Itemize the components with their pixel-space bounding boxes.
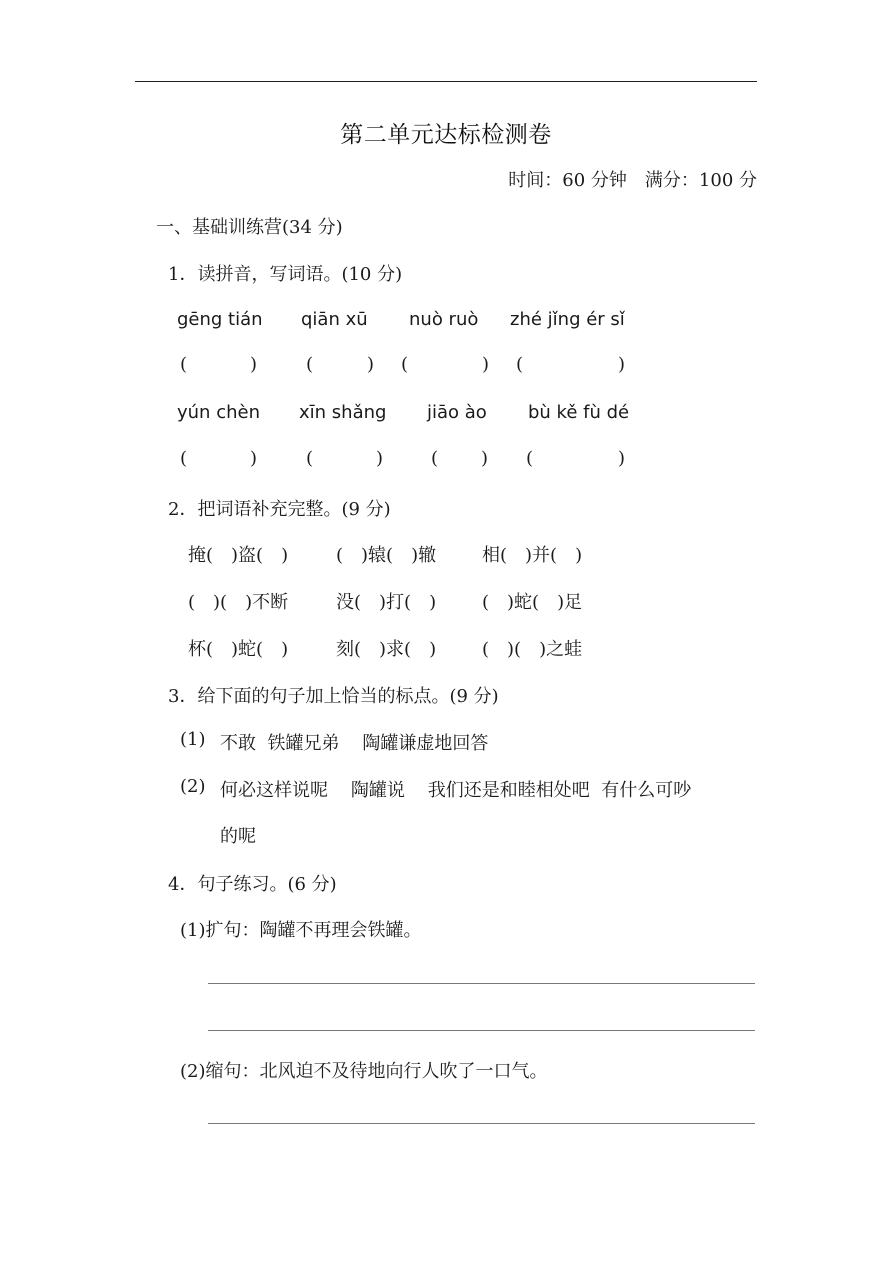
idiom-item[interactable]: 杯( )蛇( ) — [188, 639, 289, 660]
answer-paren-open[interactable]: ( — [431, 448, 439, 469]
answer-paren-open[interactable]: ( — [180, 448, 188, 469]
answer-paren-open[interactable]: ( — [306, 448, 314, 469]
q3-prompt: 3．给下面的句子加上恰当的标点。(9 分) — [168, 686, 499, 707]
idiom-item[interactable]: ( )( )不断 — [188, 592, 289, 613]
pinyin-item: zhé jǐng ér sǐ — [510, 309, 625, 330]
pinyin-item: gēng tián — [177, 309, 263, 330]
page-title: 第二单元达标检测卷 — [340, 122, 552, 148]
idiom-item[interactable]: 刻( )求( ) — [336, 639, 437, 660]
answer-line[interactable] — [208, 1030, 755, 1031]
q3-item-number: (2) — [180, 776, 206, 797]
answer-paren-close[interactable]: ) — [618, 354, 626, 375]
exam-meta: 时间：60 分钟 满分：100 分 — [508, 170, 757, 191]
idiom-item[interactable]: 掩( )盗( ) — [188, 545, 289, 566]
idiom-item[interactable]: 没( )打( ) — [336, 592, 437, 613]
section-heading: 一、基础训练营(34 分) — [156, 217, 343, 238]
answer-paren-close[interactable]: ) — [376, 448, 384, 469]
answer-paren-close[interactable]: ) — [482, 354, 490, 375]
answer-paren-close[interactable]: ) — [250, 354, 258, 375]
pinyin-item: bù kě fù dé — [528, 402, 630, 423]
answer-paren-open[interactable]: ( — [306, 354, 314, 375]
answer-paren-open[interactable]: ( — [401, 354, 409, 375]
pinyin-item: xīn shǎng — [299, 402, 387, 423]
answer-paren-close[interactable]: ) — [618, 448, 626, 469]
q3-item-text[interactable]: 不敢 铁罐兄弟 陶罐谦虚地回答 — [220, 733, 489, 754]
q3-item-number: (1) — [180, 729, 206, 750]
q3-item-text-continued[interactable]: 的呢 — [220, 826, 256, 847]
q2-prompt: 2．把词语补充完整。(9 分) — [168, 499, 391, 520]
idiom-item[interactable]: ( )( )之蛙 — [482, 639, 583, 660]
answer-line[interactable] — [208, 983, 755, 984]
q1-prompt: 1．读拼音，写词语。(10 分) — [168, 264, 403, 285]
answer-line[interactable] — [208, 1123, 755, 1124]
q4-item-label: (1)扩句：陶罐不再理会铁罐。 — [180, 920, 422, 941]
answer-paren-close[interactable]: ) — [367, 354, 375, 375]
answer-paren-close[interactable]: ) — [250, 448, 258, 469]
answer-paren-close[interactable]: ) — [481, 448, 489, 469]
idiom-item[interactable]: ( )蛇( )足 — [482, 592, 583, 613]
q4-prompt: 4．句子练习。(6 分) — [168, 874, 337, 895]
idiom-item[interactable]: 相( )并( ) — [482, 545, 583, 566]
idiom-item[interactable]: ( )辕( )辙 — [336, 545, 437, 566]
answer-paren-open[interactable]: ( — [526, 448, 534, 469]
pinyin-item: jiāo ào — [427, 402, 487, 423]
q3-item-text[interactable]: 何必这样说呢 陶罐说 我们还是和睦相处吧 有什么可吵 — [220, 780, 692, 801]
pinyin-item: qiān xū — [301, 309, 368, 330]
header-rule — [135, 81, 757, 82]
answer-paren-open[interactable]: ( — [516, 354, 524, 375]
pinyin-item: nuò ruò — [409, 309, 479, 330]
answer-paren-open[interactable]: ( — [180, 354, 188, 375]
q4-item-label: (2)缩句：北风迫不及待地向行人吹了一口气。 — [180, 1061, 548, 1082]
pinyin-item: yún chèn — [177, 402, 260, 423]
